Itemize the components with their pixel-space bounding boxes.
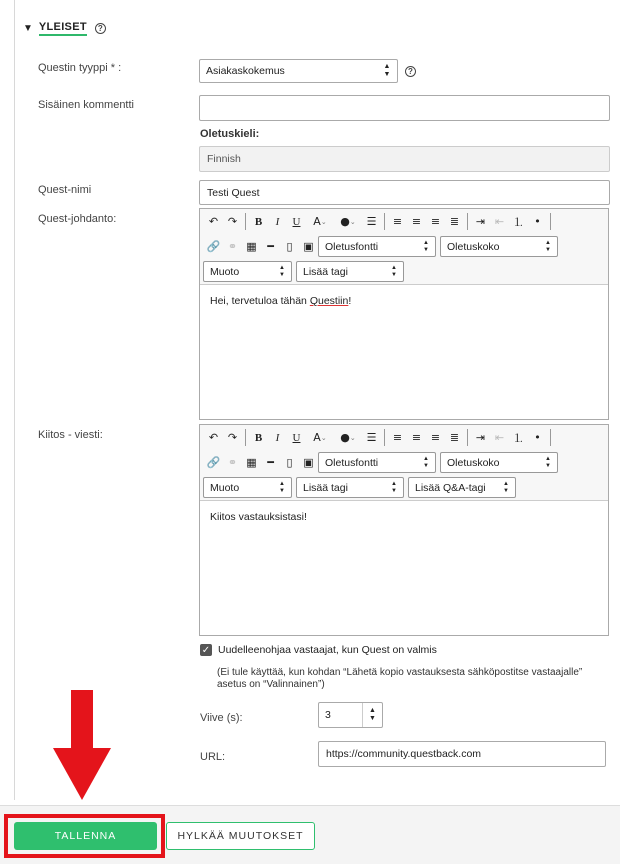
save-button[interactable]: TALLENNA	[14, 822, 157, 850]
quest-name-label: Quest-nimi	[38, 184, 92, 196]
redirect-checkbox-label: Uudelleenohjaa vastaajat, kun Quest on valmis	[218, 644, 437, 656]
add-tag-select[interactable]: Lisää tagi ▲ ▼	[296, 261, 404, 282]
link-icon[interactable]: 🔗	[206, 240, 221, 253]
quest-intro-editor	[199, 208, 609, 420]
format-select-value: Muoto	[210, 481, 240, 494]
underline-icon[interactable]: U	[292, 215, 301, 228]
align-left-icon[interactable]: ≡	[392, 431, 403, 444]
intro-text: Hei, tervetuloa tähän	[210, 295, 310, 307]
quest-intro-label: Quest-johdanto:	[38, 213, 117, 225]
intro-text-misspelled: Questiin	[309, 295, 349, 307]
text-color-icon[interactable]: A ⌄	[313, 215, 327, 228]
quest-type-select[interactable]	[199, 59, 398, 83]
thanks-message-body[interactable]: Kiitos vastauksistasi!	[210, 511, 307, 523]
align-left-icon[interactable]: ≡	[392, 215, 403, 228]
link-icon[interactable]: 🔗	[206, 456, 221, 469]
url-label: URL:	[200, 751, 226, 763]
delay-label: Viive (s):	[200, 712, 243, 724]
clear-format-icon[interactable]: ☰	[366, 215, 377, 228]
table-icon[interactable]: ▦	[246, 240, 257, 253]
redirect-note: (Ei tule käyttää, kun kohdan “Lähetä kopio vastauksesta sähköpostitse vastaajalle” asetus on “Valinnainen”)	[217, 667, 583, 690]
url-input[interactable]: https://community.questback.com	[318, 741, 606, 767]
quest-type-value: Asiakaskokemus	[206, 65, 285, 77]
indent-icon[interactable]: ⇥	[475, 215, 486, 228]
bullet-list-icon[interactable]: •	[534, 431, 541, 444]
spinner-icon: ▲ ▼	[383, 63, 391, 78]
clear-format-icon[interactable]: ☰	[366, 431, 377, 444]
stepper-icon[interactable]: ▲ ▼	[362, 703, 382, 727]
default-language-label: Oletuskieli:	[200, 128, 260, 140]
discard-changes-button[interactable]: HYLKÄÄ MUUTOKSET	[166, 822, 315, 850]
delay-value: 3	[325, 709, 331, 721]
document-icon[interactable]: ▯	[286, 240, 293, 253]
format-select-value: Muoto	[210, 265, 240, 278]
quest-name-input[interactable]: Testi Quest	[199, 180, 610, 205]
internal-comment-input[interactable]	[199, 95, 610, 121]
font-select-value: Oletusfontti	[325, 456, 379, 469]
align-right-icon[interactable]: ≡	[430, 215, 441, 228]
delay-stepper[interactable]	[318, 702, 383, 728]
editor-toolbar	[200, 425, 608, 501]
add-tag-value: Lisää tagi	[303, 481, 348, 494]
undo-icon[interactable]: ↶	[208, 215, 219, 228]
quest-type-label: Questin tyyppi * :	[38, 62, 122, 74]
image-icon[interactable]: ▣	[303, 456, 314, 469]
format-select[interactable]: Muoto ▲ ▼	[203, 261, 292, 282]
quest-type-help-icon[interactable]: ?	[405, 66, 416, 77]
align-right-icon[interactable]: ≡	[430, 431, 441, 444]
background-color-icon[interactable]: ● ⌄	[340, 215, 356, 228]
unlink-icon[interactable]: ⚭	[227, 456, 238, 469]
align-justify-icon[interactable]: ≣	[449, 215, 460, 228]
bullet-list-icon[interactable]: •	[534, 215, 541, 228]
size-select[interactable]: Oletuskoko ▲ ▼	[440, 452, 558, 473]
add-tag-value: Lisää tagi	[303, 265, 348, 278]
help-icon[interactable]: ?	[95, 23, 106, 34]
redo-icon[interactable]: ↷	[227, 431, 238, 444]
text-color-icon[interactable]: A ⌄	[313, 431, 327, 444]
align-justify-icon[interactable]: ≣	[449, 431, 460, 444]
bold-icon[interactable]: B	[254, 431, 263, 444]
horizontal-rule-icon[interactable]: ━	[267, 240, 274, 253]
align-center-icon[interactable]: ≡	[411, 431, 422, 444]
table-icon[interactable]: ▦	[246, 456, 257, 469]
italic-icon[interactable]: I	[275, 215, 280, 228]
size-select[interactable]: Oletuskoko ▲ ▼	[440, 236, 558, 257]
collapse-caret-icon[interactable]: ▼	[23, 22, 33, 34]
unlink-icon[interactable]: ⚭	[227, 240, 238, 253]
undo-icon[interactable]: ↶	[208, 431, 219, 444]
format-select[interactable]: Muoto ▲ ▼	[203, 477, 292, 498]
background-color-icon[interactable]: ● ⌄	[340, 431, 356, 444]
size-select-value: Oletuskoko	[447, 456, 500, 469]
numbered-list-icon[interactable]: ⒈	[513, 215, 524, 229]
default-language-field: Finnish	[199, 146, 610, 172]
outdent-icon[interactable]: ⇤	[494, 215, 505, 228]
italic-icon[interactable]: I	[275, 431, 280, 444]
image-icon[interactable]: ▣	[303, 240, 314, 253]
size-select-value: Oletuskoko	[447, 240, 500, 253]
thanks-message-label: Kiitos - viesti:	[38, 429, 103, 441]
redirect-checkbox[interactable]: ✓	[201, 644, 211, 656]
font-select[interactable]: Oletusfontti ▲ ▼	[318, 236, 436, 257]
redo-icon[interactable]: ↷	[227, 215, 238, 228]
align-center-icon[interactable]: ≡	[411, 215, 422, 228]
add-qa-tag-select[interactable]: Lisää Q&A-tagi ▲ ▼	[408, 477, 516, 498]
section-title: YLEISET	[39, 21, 87, 36]
font-select-value: Oletusfontti	[325, 240, 379, 253]
bold-icon[interactable]: B	[254, 215, 263, 228]
indent-icon[interactable]: ⇥	[475, 431, 486, 444]
add-tag-select[interactable]: Lisää tagi ▲ ▼	[296, 477, 404, 498]
document-icon[interactable]: ▯	[286, 456, 293, 469]
panel-border	[14, 0, 15, 800]
numbered-list-icon[interactable]: ⒈	[513, 431, 524, 445]
thanks-message-editor	[199, 424, 609, 636]
underline-icon[interactable]: U	[292, 431, 301, 444]
add-qa-tag-value: Lisää Q&A-tagi	[415, 481, 486, 494]
outdent-icon[interactable]: ⇤	[494, 431, 505, 444]
internal-comment-label: Sisäinen kommentti	[38, 99, 134, 111]
horizontal-rule-icon[interactable]: ━	[267, 456, 274, 469]
intro-text-end: !	[348, 295, 352, 307]
editor-toolbar	[200, 209, 608, 285]
red-arrow-icon	[53, 690, 111, 802]
section-header[interactable]	[23, 20, 106, 36]
quest-intro-body[interactable]	[200, 285, 608, 317]
highlight-box	[4, 814, 165, 858]
font-select[interactable]: Oletusfontti ▲ ▼	[318, 452, 436, 473]
